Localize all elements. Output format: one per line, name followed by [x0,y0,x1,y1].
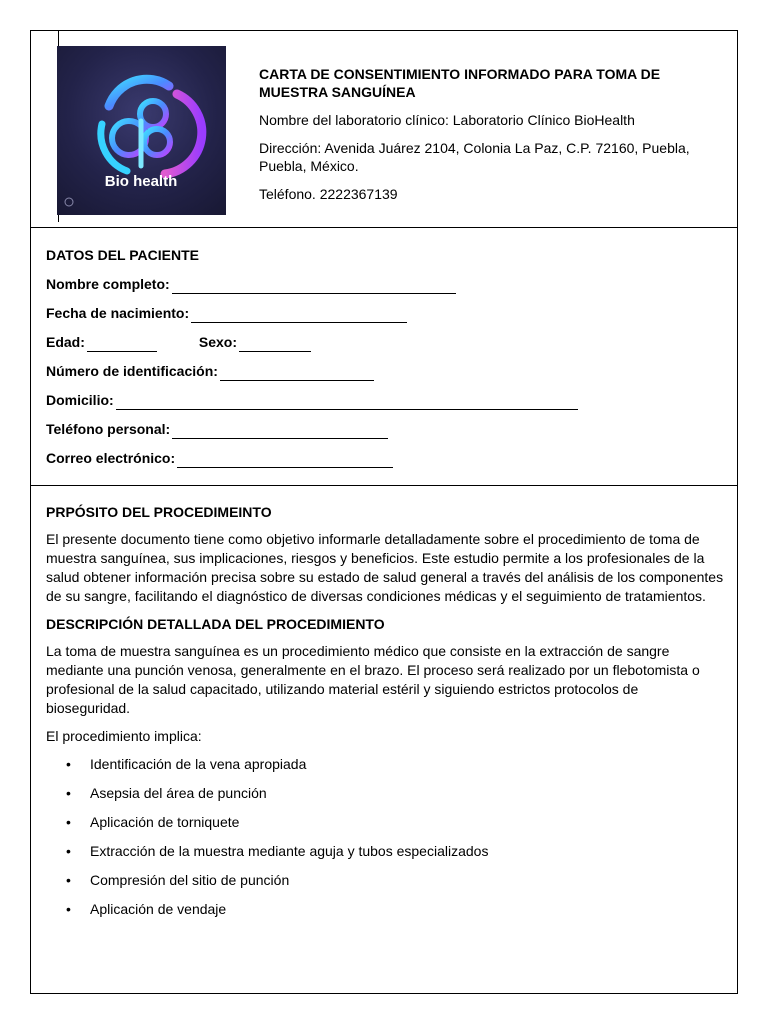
biohealth-logo-icon [57,46,226,215]
document-title: CARTA DE CONSENTIMIENTO INFORMADO PARA TOMA DE MUESTRA SANGUÍNEA [259,66,661,100]
list-item: • Extracción de la muestra mediante aguja y tubos especializados [46,842,726,871]
email-blank[interactable] [177,453,393,468]
sex-blank[interactable] [239,337,311,352]
list-item: • Asepsia del área de punción [46,784,726,813]
address-blank[interactable] [116,395,578,410]
field-id-number [46,352,716,381]
field-label-age: Edad: [46,334,85,350]
list-item: • Compresión del sitio de punción [46,871,726,900]
field-label-birth-date: Fecha de nacimiento: [46,305,190,321]
purpose-title: PRPÓSITO DEL PROCEDIMEINTO [46,504,272,520]
field-label-address: Domicilio: [46,392,114,408]
field-age-sex [46,323,716,352]
lab-name: Nombre del laboratorio clínico: Laboratorio Clínico BioHealth [259,112,635,128]
field-label-full-name: Nombre completo: [46,276,170,292]
steps-intro: El procedimiento implica: [46,728,202,744]
birth-date-blank[interactable] [191,308,407,323]
id-number-blank[interactable] [220,366,374,381]
phone-blank[interactable] [172,424,388,439]
list-item: • Identificación de la vena apropiada [46,755,726,784]
field-address [46,381,716,410]
field-birth-date [46,294,716,323]
description-title: DESCRIPCIÓN DETALLADA DEL PROCEDIMIENTO [46,616,385,632]
purpose-text: El presente documento tiene como objetivo informarle detalladamente sobre el procedimiento de toma de muestra sanguínea, sus implicaciones, riesgos y beneficios. Este estudio permite a los profesionales de la salud obtener información precisa sobre su estado de salud general a través del análisis de los componentes de su sangre, facilitando el diagnóstico de diversas condiciones médicas y el seguimiento de tratamientos. [46,531,724,604]
field-email [46,439,716,468]
list-item: • Aplicación de torniquete [46,813,726,842]
field-phone [46,410,716,439]
age-blank[interactable] [87,337,157,352]
field-label-sex: Sexo: [198,334,238,350]
field-label-phone: Teléfono personal: [46,421,171,437]
section-divider [31,227,737,228]
section-divider [31,485,737,486]
patient-data-section [46,245,716,468]
full-name-blank[interactable] [172,279,456,294]
lab-address: Dirección: Avenida Juárez 2104, Colonia La Paz, C.P. 72160, Puebla, Puebla, México. [259,140,690,174]
description-text: La toma de muestra sanguínea es un procedimiento médico que consiste en la extracción de sangre mediante una punción venosa, generalmente en el brazo. El proceso será realizado por un flebotomista o profesional de la salud capacitado, utilizando material estéril y siguiendo estrictos protocolos de bioseguridad. [46,643,700,716]
steps-list [46,755,726,929]
header-info [259,65,729,213]
patient-section-title: DATOS DEL PACIENTE [46,247,199,263]
procedure-content [46,503,726,929]
lab-phone: Teléfono. 2222367139 [259,186,398,202]
field-full-name [46,265,716,294]
list-item: • Aplicación de vendaje [46,900,726,929]
field-label-email: Correo electrónico: [46,450,176,466]
svg-text:Bio health: Bio health [104,173,178,190]
document-page [30,30,738,994]
biohealth-logo [57,46,226,215]
field-label-id-number: Número de identificación: [46,363,218,379]
